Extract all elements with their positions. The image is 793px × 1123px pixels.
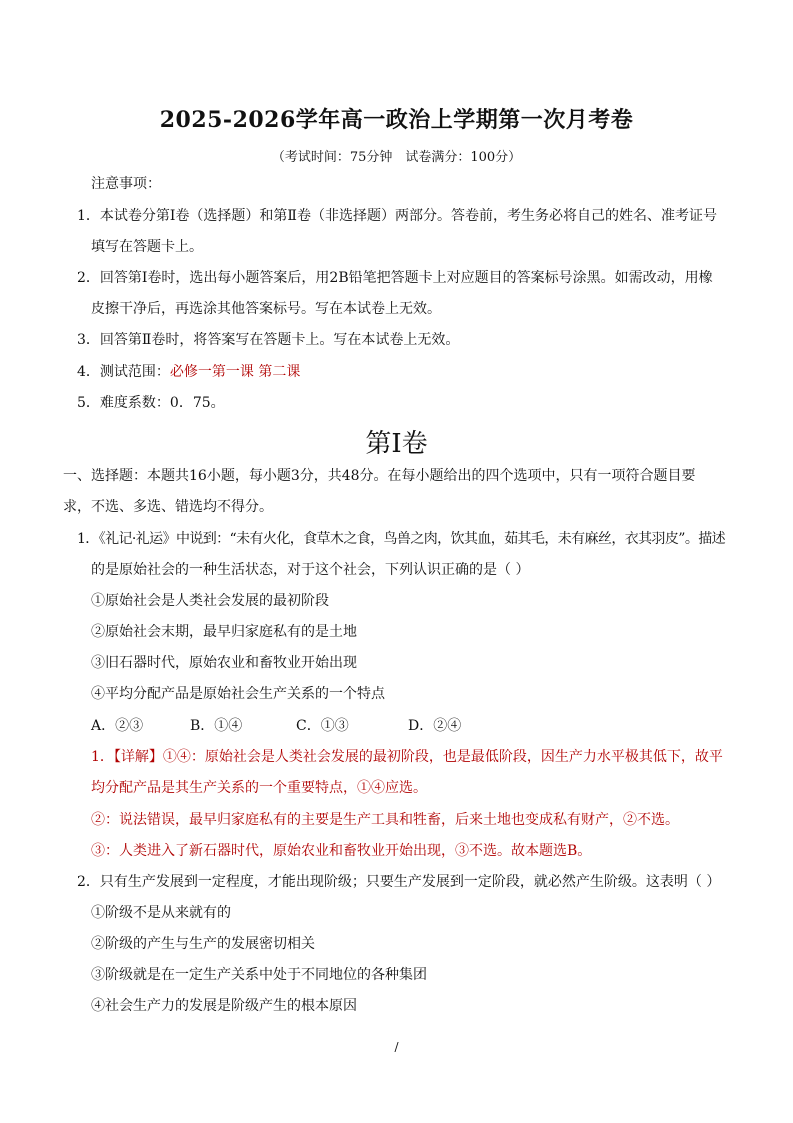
q1-analysis-line1: 1．【详解】①④：原始社会是人类社会发展的最初阶段，也是最低阶段，因生产力水平极其低下，故平 (91, 749, 723, 765)
q1-option-a: A．②③ (91, 718, 144, 734)
note-item-4 (77, 362, 300, 382)
q1-statement-4: ④平均分配产品是原始社会生产关系的一个特点 (91, 686, 385, 702)
q2-statement-2: ②阶级的产生与生产的发展密切相关 (91, 936, 315, 952)
q2-statement-4: ④社会生产力的发展是阶级产生的根本原因 (91, 998, 357, 1014)
page-number: / (394, 1040, 399, 1054)
q1-analysis-line3: ②：说法错误，最早归家庭私有的主要是生产工具和牲畜，后来土地也变成私有财产，②不选。 (91, 812, 679, 828)
scope-label: 4．测试范围： (77, 364, 170, 380)
exam-subtitle: （考试时间：75分钟 试卷满分：100分） (271, 150, 522, 165)
note-item-2-cont: 皮擦干净后，再选涂其他答案标号。写在本试卷上无效。 (91, 301, 441, 317)
q1-statement-3: ③旧石器时代，原始农业和畜牧业开始出现 (91, 655, 357, 671)
q2-statement-1: ①阶级不是从来就有的 (91, 905, 231, 921)
q1-statement-2: ②原始社会末期，最早归家庭私有的是土地 (91, 624, 357, 640)
q1-option-b: B．①④ (190, 718, 243, 734)
q2-stem: 2．只有生产发展到一定程度，才能出现阶级；只要生产发展到一定阶段，就必然产生阶级。这表明（ ） (77, 874, 721, 890)
note-item-1: 1．本试卷分第Ⅰ卷（选择题）和第Ⅱ卷（非选择题）两部分。答卷前，考生务必将自己的姓名、准考证号 (77, 208, 717, 224)
q1-statement-1: ①原始社会是人类社会发展的最初阶段 (91, 593, 329, 609)
exam-title: 2025-2026学年高一政治上学期第一次月考卷 (159, 107, 634, 133)
note-item-3: 3．回答第Ⅱ卷时，将答案写在答题卡上。写在本试卷上无效。 (77, 332, 460, 348)
section-intro-line2: 求，不选、多选、错选均不得分。 (63, 499, 273, 515)
notes-heading: 注意事项： (91, 176, 161, 192)
note-item-1-cont: 填写在答题卡上。 (91, 239, 203, 255)
note-item-5: 5．难度系数：0．75。 (77, 395, 225, 411)
q1-option-d: D．②④ (408, 718, 462, 734)
section-intro-line1: 一、选择题：本题共16小题，每小题3分，共48分。在每小题给出的四个选项中，只有一项符合题目要 (63, 468, 696, 484)
q1-analysis-line4: ③：人类进入了新石器时代，原始农业和畜牧业开始出现，③不选。故本题选B。 (91, 843, 592, 859)
q1-option-c: C．①③ (296, 718, 349, 734)
q1-stem-line1: 1．《礼记·礼运》中说到：“未有火化，食草木之食，鸟兽之肉，饮其血，茹其毛，未有麻丝，衣其羽皮”。描述 (77, 531, 726, 547)
scope-value: 必修一第一课 第二课 (169, 364, 301, 380)
q1-analysis-line2: 均分配产品是其生产关系的一个重要特点，①④应选。 (91, 780, 427, 796)
note-item-2: 2．回答第Ⅰ卷时，选出每小题答案后，用2B铅笔把答题卡上对应题目的答案标号涂黑。如需改动，用橡 (77, 270, 713, 286)
volume-title: 第Ⅰ卷 (365, 429, 428, 459)
q2-statement-3: ③阶级就是在一定生产关系中处于不同地位的各种集团 (91, 967, 427, 983)
q1-stem-line2: 的是原始社会的一种生活状态，对于这个社会，下列认识正确的是（ ） (91, 562, 530, 578)
